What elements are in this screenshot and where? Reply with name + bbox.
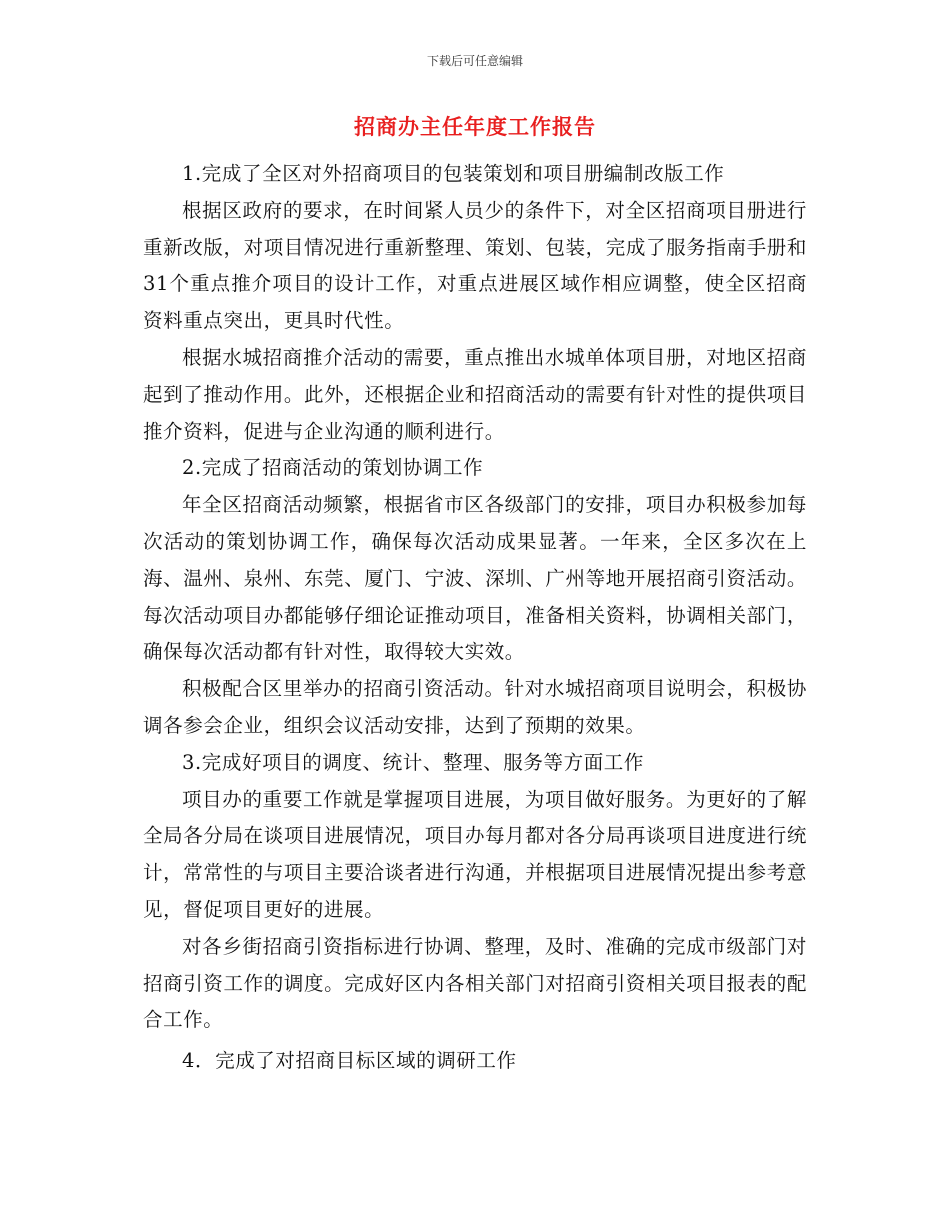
page-header-note: 下载后可任意编辑	[426, 54, 523, 68]
document-title: 招商办主任年度工作报告	[354, 115, 596, 139]
document-body	[143, 156, 807, 1080]
section-heading-1: 1.完成了全区对外招商项目的包装策划和项目册编制改版工作	[182, 162, 725, 185]
paragraph: 年全区招商活动频繁，根据省市区各级部门的安排，项目办积极参加每次活动的策划协调工作，确保每次活动成果显著。一年来，全区多次在上海、温州、泉州、东莞、厦门、宁波、深圳、广州等地开展招商引资活动。每次活动项目办都能够仔细论证推动项目，准备相关资料，协调相关部门，确保每次活动都有针对性，取得较大实效。	[143, 493, 807, 664]
paragraph: 对各乡街招商引资指标进行协调、整理，及时、准确的完成市级部门对招商引资工作的调度。完成好区内各相关部门对招商引资相关项目报表的配合工作。	[143, 934, 807, 1032]
section-heading-2: 2.完成了招商活动的策划协调工作	[182, 456, 484, 480]
paragraph: 项目办的重要工作就是掌握项目进展，为项目做好服务。为更好的了解全局各分局在谈项目进展情况，项目办每月都对各分局再谈项目进度进行统计，常常性的与项目主要洽谈者进行沟通，并根据项目进展情况提出参考意见，督促项目更好的进展。	[143, 787, 807, 921]
paragraph: 根据水城招商推介活动的需要，重点推出水城单体项目册，对地区招商起到了推动作用。此外，还根据企业和招商活动的需要有针对性的提供项目推介资料，促进与企业沟通的顺利进行。	[143, 345, 807, 443]
section-heading-3: 3.完成好项目的调度、统计、整理、服务等方面工作	[182, 750, 645, 774]
paragraph: 积极配合区里举办的招商引资活动。针对水城招商项目说明会，积极协调各参会企业，组织会议活动安排，达到了预期的效果。	[143, 677, 807, 737]
section-heading-4: 4．完成了对招商目标区域的调研工作	[182, 1049, 517, 1073]
paragraph: 根据区政府的要求，在时间紧人员少的条件下，对全区招商项目册进行重新改版，对项目情况进行重新整理、策划、包装，完成了服务指南手册和31个重点推介项目的设计工作，对重点进展区域作相应调整，使全区招商资料重点突出，更具时代性。	[143, 198, 807, 333]
